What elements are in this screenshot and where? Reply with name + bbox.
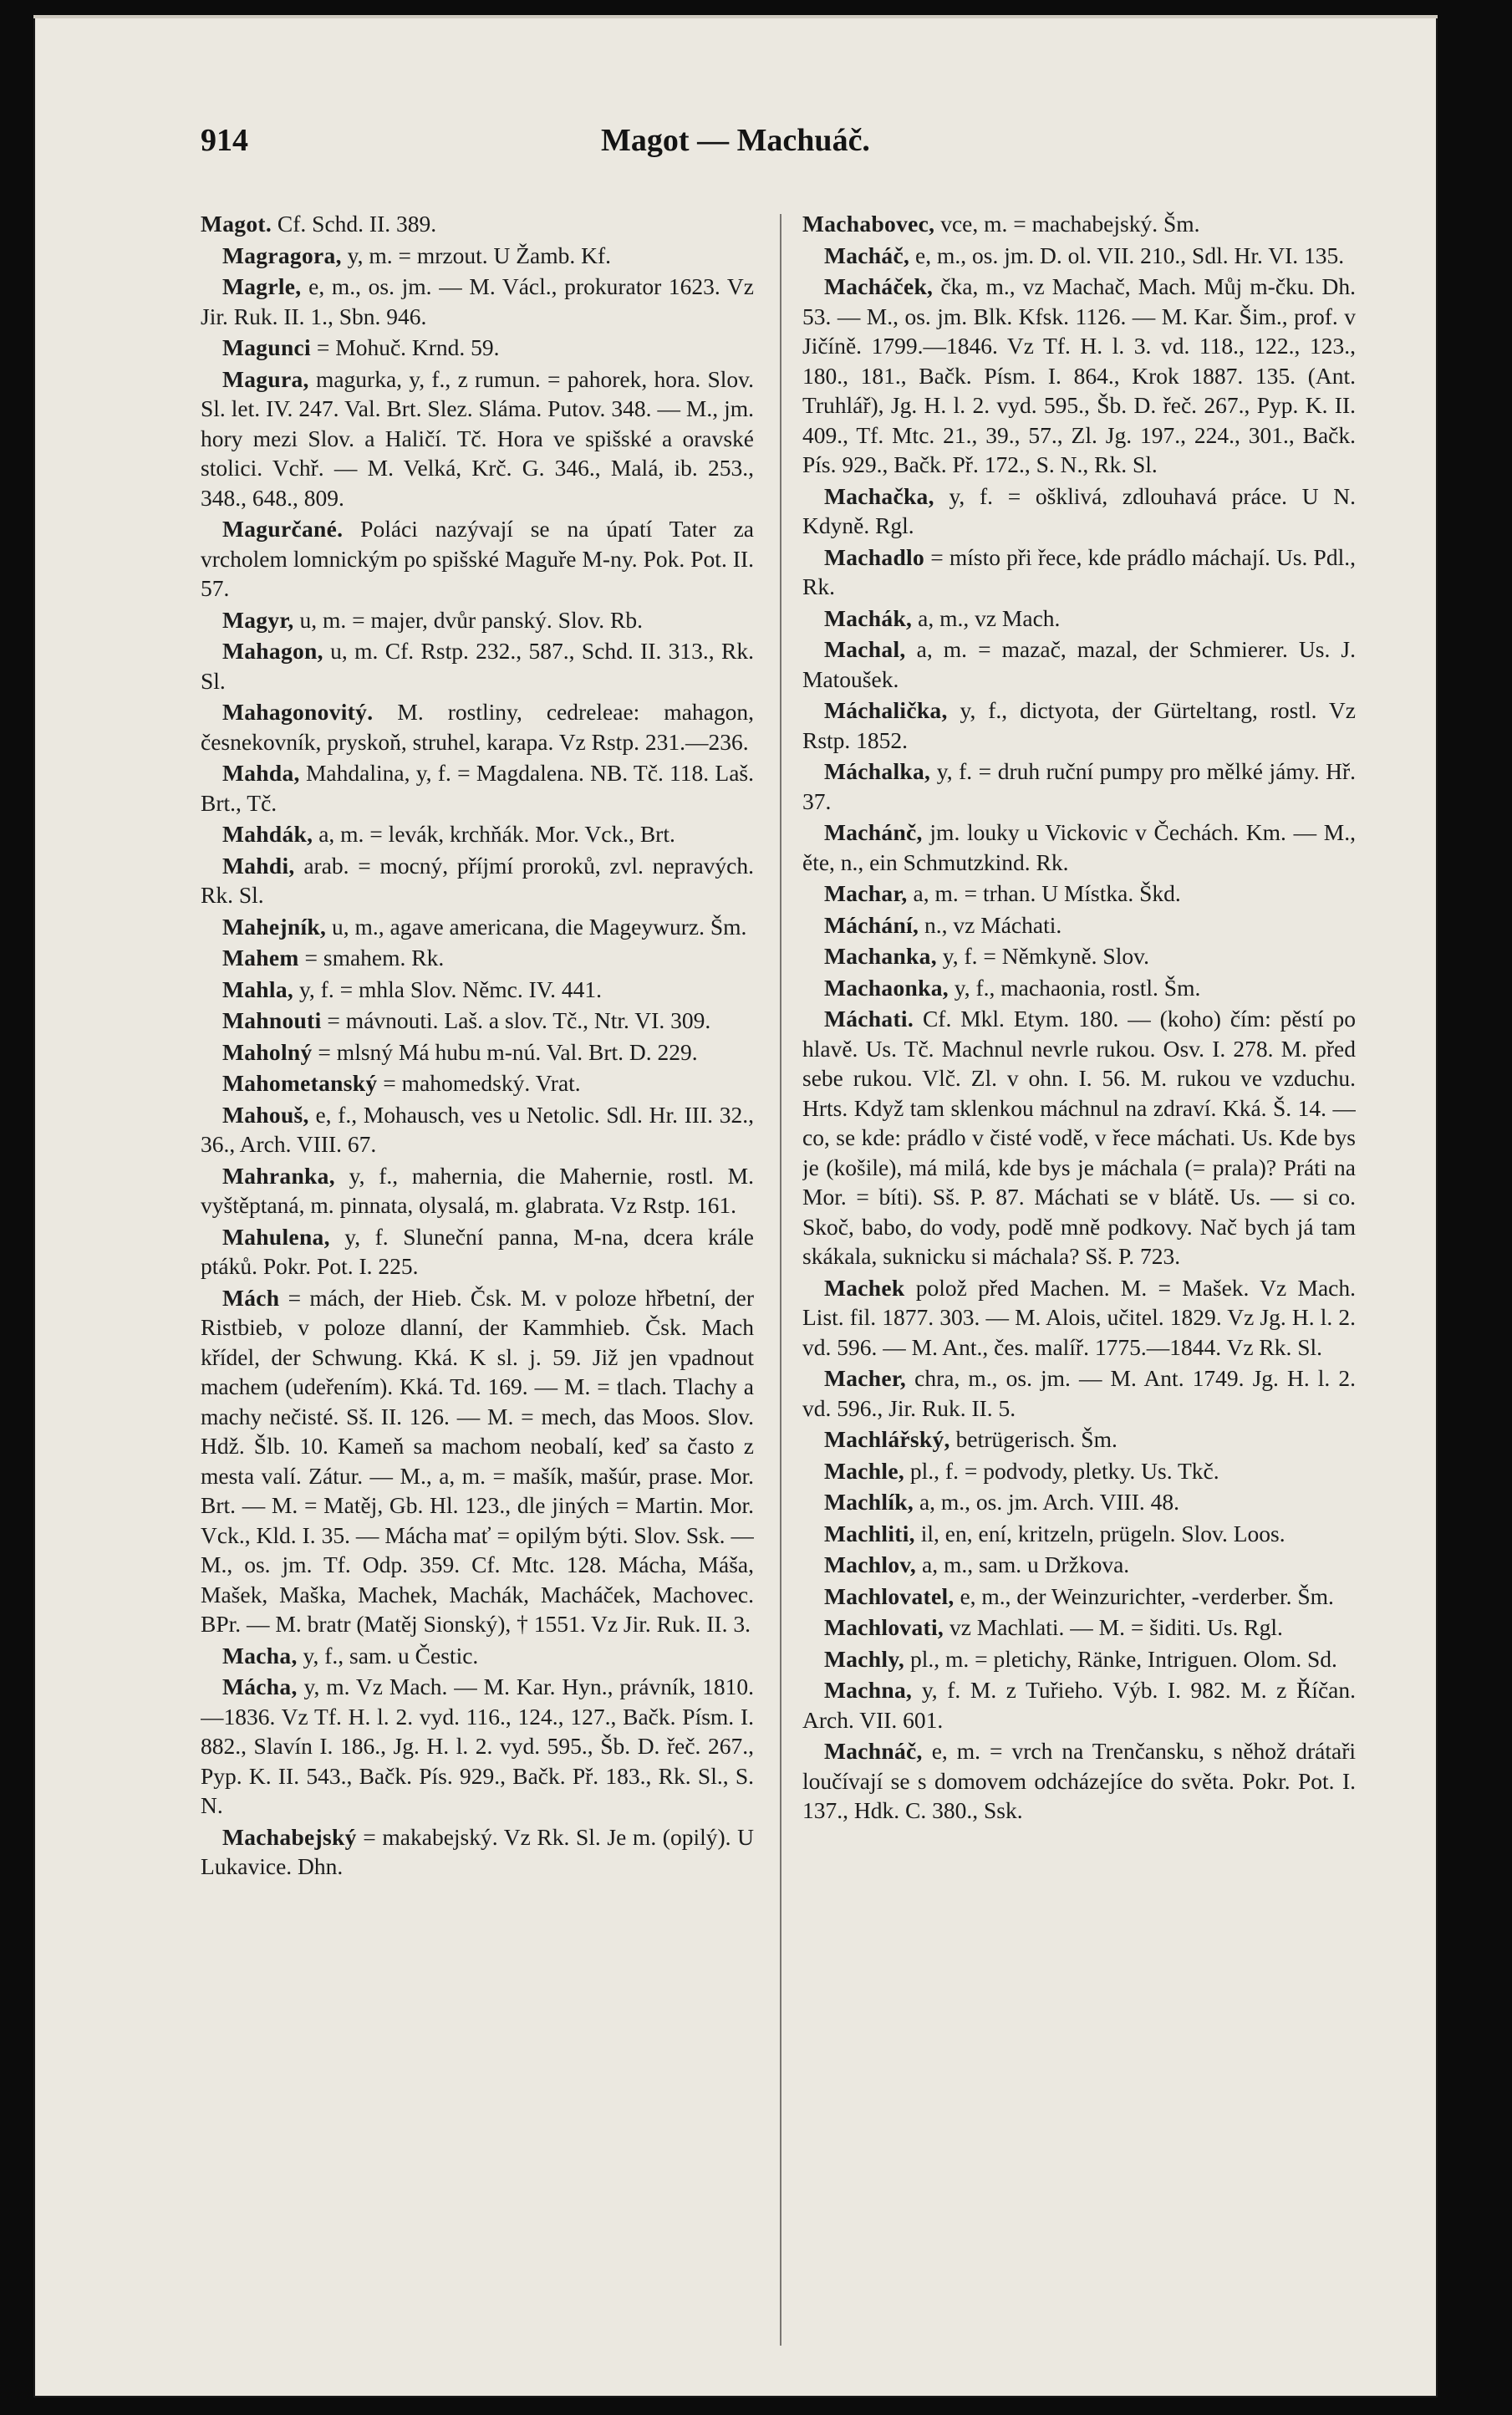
entry-headword: Mahdi, (222, 852, 295, 879)
dictionary-entry (802, 241, 1356, 271)
entry-headword: Machák, (824, 604, 913, 631)
entry-definition: arab. = mocný, příjmí proroků, zvl. nepravých. Rk. Sl. (201, 852, 754, 908)
entry-headword: Machabejský (222, 1823, 357, 1850)
dictionary-entry (201, 1006, 754, 1036)
dictionary-entry (201, 975, 754, 1005)
scan-edge (33, 15, 1438, 18)
two-column-body (201, 209, 1354, 2349)
dictionary-entry (802, 481, 1356, 541)
entry-definition: M. rostliny, cedreleae: mahagon, česnekovník, pryskoň, struhel, karapa. Vz Rstp. 231.—236. (201, 699, 754, 755)
dictionary-entry (802, 209, 1356, 239)
dictionary-entry (802, 1363, 1356, 1423)
entry-definition: = mávnouti. Laš. a slov. Tč., Ntr. VI. 309. (321, 1007, 711, 1033)
entry-headword: Mahem (222, 945, 299, 971)
entry-headword: Mahejník, (222, 913, 327, 940)
entry-headword: Machlov, (824, 1551, 917, 1577)
dictionary-entry (201, 819, 754, 849)
entry-definition: a, m., vz Mach. (912, 604, 1061, 631)
entry-definition: = mahomedský. Vrat. (377, 1070, 581, 1096)
entry-definition: pl., f. = podvody, pletky. Us. Tkč. (904, 1457, 1219, 1484)
entry-definition: jm. louky u Vickovic v Čechách. Km. — M., ěte, n., ein Schmutzkind. Rk. (802, 819, 1356, 875)
entry-headword: Machna, (824, 1677, 913, 1703)
entry-definition: = místo při řece, kde prádlo máchají. Us. Pdl., Rk. (802, 543, 1356, 599)
dictionary-entry (802, 1582, 1356, 1612)
entry-headword: Machanka, (824, 943, 937, 969)
entry-definition: y, m. = mrzout. U Žamb. Kf. (341, 242, 612, 268)
dictionary-entry (802, 1004, 1356, 1271)
entry-definition: vce, m. = machabejský. Šm. (934, 211, 1200, 237)
dictionary-entry (201, 209, 754, 239)
dictionary-entry (802, 634, 1356, 694)
dictionary-entry (201, 636, 754, 695)
entry-headword: Mahometanský (222, 1070, 378, 1096)
page-header (201, 122, 1270, 172)
entry-definition: pl., m. = pletichy, Ränke, Intriguen. Olom. Sd. (904, 1645, 1337, 1672)
entry-definition: vz Machlati. — M. = šiditi. Us. Rgl. (944, 1614, 1283, 1640)
entry-headword: Machlářský, (824, 1426, 950, 1452)
entry-headword: Machle, (824, 1457, 905, 1484)
entry-headword: Mahdák, (222, 821, 313, 847)
entry-headword: Machabovec, (802, 211, 935, 237)
entry-definition: a, m. = levák, krchňák. Mor. Vck., Brt. (313, 821, 675, 847)
entry-headword: Macháč, (824, 242, 910, 268)
dictionary-entry (802, 1519, 1356, 1549)
dictionary-entry (802, 941, 1356, 971)
entry-definition: il, en, ení, kritzeln, prügeln. Slov. Loos. (914, 1520, 1285, 1546)
entry-headword: Magyr, (222, 606, 294, 633)
dictionary-entry (201, 758, 754, 818)
entry-headword: Mahnouti (222, 1007, 322, 1033)
entry-definition: y, f., dictyota, der Gürteltang, rostl. Vz Rstp. 1852. (802, 697, 1356, 753)
dictionary-page (33, 15, 1438, 2397)
dictionary-entry (201, 1161, 754, 1220)
entry-definition: a, m., os. jm. Arch. VIII. 48. (914, 1489, 1180, 1515)
page-number: 914 (201, 123, 248, 158)
entry-definition: a, m., sam. u Držkova. (916, 1551, 1130, 1577)
entry-definition: u, m. = majer, dvůr panský. Slov. Rb. (293, 606, 644, 633)
entry-definition: chra, m., os. jm. — M. Ant. 1749. Jg. H. l. 2. vd. 596., Jir. Ruk. II. 5. (802, 1365, 1356, 1421)
dictionary-entry (802, 1613, 1356, 1643)
entry-definition: polož před Machen. M. = Mašek. Vz Mach. List. fil. 1877. 303. — M. Alois, učitel. 1829. Vz Jg. H. l. 2. vd. 596. — M. Ant., čes. malíř. 1775.—1844. Vz Rk. Sl. (802, 1274, 1356, 1360)
dictionary-entry (802, 973, 1356, 1003)
entry-definition: Poláci nazývají se na úpatí Tater za vrcholem lomnickým po spišské Maguře M-ny. Pok. Pot. II. 57. (201, 516, 754, 601)
entry-headword: Machaonka, (824, 974, 949, 1001)
entry-headword: Mahulena, (222, 1223, 330, 1250)
entry-headword: Machadlo (824, 543, 925, 570)
entry-definition: y, f. = druh ruční pumpy pro mělké jámy. Hř. 37. (802, 758, 1356, 814)
entry-headword: Machliti, (824, 1520, 915, 1546)
entry-headword: Machnáč, (824, 1738, 923, 1764)
entry-headword: Machlovatel, (824, 1582, 955, 1609)
entry-headword: Machly, (824, 1645, 905, 1672)
dictionary-entry (802, 879, 1356, 909)
dictionary-entry (802, 1550, 1356, 1580)
entry-definition: y, f. M. z Tuřieho. Výb. I. 982. M. z Říčan. Arch. VII. 601. (802, 1677, 1356, 1733)
entry-definition: u, m. Cf. Rstp. 232., 587., Schd. II. 313., Rk. Sl. (201, 638, 754, 694)
dictionary-entry (201, 1037, 754, 1067)
entry-definition: magurka, y, f., z rumun. = pahorek, hora. Slov. Sl. let. IV. 247. Val. Brt. Slez. Sláma. Putov. 348. — M., jm. hory mezi Slov. a Haličí. Tč. Hora ve spišské a oravské stolici. Vchř. — M. Velká, Krč. G. 346., Malá, ib. 253., 348., 648., 809. (201, 365, 754, 511)
entry-headword: Máchati. (824, 1006, 914, 1032)
dictionary-entry (802, 1675, 1356, 1735)
entry-definition: Mahdalina, y, f. = Magdalena. NB. Tč. 118. Laš. Brt., Tč. (201, 760, 754, 816)
entry-headword: Magunci (222, 334, 311, 360)
entry-definition: y, m. Vz Mach. — M. Kar. Hyn., právník, 1810.—1836. Vz Tf. H. l. 2. vyd. 116., 124., 127., Bačk. Písm. I. 882., Slavín I. 186., Jg. H. l. 2. vyd. 595., Šb. D. řeč. 267., Pyp. K. II. 543., Bačk. Pís. 929., Bačk. Př. 183., Rk. Sl., S. N. (201, 1674, 754, 1818)
dictionary-entry (201, 1068, 754, 1098)
entry-definition: y, f., machaonia, rostl. Šm. (948, 974, 1201, 1001)
entry-definition: = smahem. Rk. (298, 945, 445, 971)
entry-headword: Mahla, (222, 976, 294, 1002)
entry-definition: y, f. = Němkyně. Slov. (936, 943, 1149, 969)
entry-definition: Cf. Schd. II. 389. (272, 211, 437, 237)
entry-headword: Magura, (222, 365, 309, 392)
entry-headword: Mahagon, (222, 638, 323, 664)
entry-headword: Mahranka, (222, 1162, 335, 1189)
dictionary-entry (802, 1487, 1356, 1517)
dictionary-entry (201, 943, 754, 973)
dictionary-entry (201, 697, 754, 757)
dictionary-entry (201, 514, 754, 604)
entry-definition: = Mohuč. Krnd. 59. (311, 334, 500, 360)
entry-definition: = mlsný Má hubu m-nú. Val. Brt. D. 229. (312, 1038, 698, 1065)
dictionary-entry (201, 272, 754, 331)
dictionary-entry (802, 910, 1356, 940)
dictionary-entry (802, 757, 1356, 816)
entry-definition: n., vz Máchati. (919, 911, 1062, 938)
entry-headword: Macha, (222, 1642, 298, 1669)
dictionary-entry (802, 272, 1356, 480)
entry-definition: u, m., agave americana, die Mageywurz. Šm. (326, 913, 747, 940)
dictionary-entry (201, 1672, 754, 1821)
entry-definition: a, m. = mazač, mazal, der Schmierer. Us. J. Matoušek. (802, 636, 1356, 692)
entry-definition: e, f., Mohausch, ves u Netolic. Sdl. Hr. III. 32., 36., Arch. VIII. 67. (201, 1101, 754, 1157)
entry-definition: e, m. = vrch na Trenčansku, s něhož drátaři loučívají se s domovem odcházejíce do světa. Pokr. Pot. I. 137., Hdk. C. 380., Ssk. (802, 1738, 1356, 1823)
right-column (802, 209, 1356, 2349)
entry-definition: Cf. Mkl. Etym. 180. — (koho) čím: pěstí po hlavě. Us. Tč. Machnul nevrle rukou. Osv. I. 278. M. před sebe rukou. Vlč. Zl. v ohn. I. 56. M. rukou ve vzduchu. Hrts. Když tam sklenkou máchnul na zdraví. Kká. Š. 14. — co, se kde: prádlo v čisté vodě, v řece máchati. Us. Kde bys je (košile), má milá, kde bys je máchala (= prala)? Práti na Mor. = bíti). Sš. P. 87. Máchati se v blátě. Us. — si co. Skoč, babo, do vody, podě mně podkovy. Nač bych já tam skákala, suknicku si máchala? Sš. P. 723. (802, 1006, 1356, 1269)
entry-headword: Macher, (824, 1365, 907, 1391)
dictionary-entry (201, 912, 754, 942)
entry-definition: y, f. Sluneční panna, M-na, dcera krále ptáků. Pokr. Pot. I. 225. (201, 1223, 754, 1279)
entry-headword: Mahouš, (222, 1101, 309, 1128)
entry-definition: e, m., der Weinzurichter, -verderber. Šm. (954, 1582, 1334, 1609)
entry-headword: Machal, (824, 636, 906, 662)
entry-headword: Magot. (201, 211, 272, 237)
dictionary-entry (802, 1736, 1356, 1826)
entry-headword: Machlík, (824, 1489, 914, 1515)
entry-definition: = mách, der Hieb. Čsk. M. v poloze hřbetní, der Ristbieb, v poloze dlanní, der Kammhieb. Čsk. Mach křídel, der Schwung. Kká. K sl. j. 59. Již jen vpadnout machem (udeřením). Kká. Td. 169. — M. = tlach. Tlachy a machy nečisté. Sš. II. 126. — M. = mech, das Moos. Slov. Hdž. Šlb. 10. Kameň sa machom neobalí, keď sa často z mesta valí. Zátur. — M., a, m. = mašík, mašúr, prase. Mor. Brt. — M. = Matěj, Gb. Hl. 123., dle jiných = Martin. Mor. Vck., Kld. I. 35. — Mácha mať = opilým býti. Slov. Ssk. — M., os. jm. Tf. Odp. 359. Cf. Mtc. 128. Mácha, Máša, Mašek, Maška, Machek, Machák, Macháček, Machovec. BPr. — M. bratr (Matěj Sionský), † 1551. Vz Jir. Ruk. II. 3. (201, 1284, 754, 1637)
dictionary-entry (201, 851, 754, 910)
entry-definition: čka, m., vz Machač, Mach. Můj m-čku. Dh. 53. — M., os. jm. Blk. Kfsk. 1126. — M. Kar. Šim., prof. v Jičíně. 1799.—1846. Vz Tf. H. l. 3. vd. 118., 122., 123., 180., 181., Bačk. Písm. I. 864., Krok 1887. 135. (Ant. Truhlář), Jg. H. l. 2. vyd. 595., Šb. D. řeč. 267., Pyp. K. II. 409., Tf. Mtc. 21., 39., 57., Zl. Jg. 197., 224., 301., Bačk. Pís. 929., Bačk. Př. 172., S. N., Rk. Sl. (802, 273, 1356, 477)
column-divider (780, 214, 781, 2346)
dictionary-entry (201, 1641, 754, 1671)
dictionary-entry (802, 818, 1356, 877)
entry-definition: y, f. = mhla Slov. Němc. IV. 441. (293, 976, 602, 1002)
entry-headword: Magrle, (222, 273, 302, 299)
entry-headword: Machačka, (824, 482, 934, 509)
entry-headword: Magragora, (222, 242, 342, 268)
entry-headword: Máchalka, (824, 758, 931, 784)
dictionary-entry (802, 1644, 1356, 1674)
entry-definition: e, m., os. jm. D. ol. VII. 210., Sdl. Hr. VI. 135. (909, 242, 1345, 268)
dictionary-entry (201, 1283, 754, 1639)
entry-headword: Maholný (222, 1038, 313, 1065)
entry-headword: Macháček, (824, 273, 934, 299)
entry-headword: Mách (222, 1284, 280, 1311)
entry-headword: Machek (824, 1274, 905, 1301)
dictionary-entry (201, 1822, 754, 1882)
dictionary-entry (201, 1100, 754, 1159)
entry-definition: a, m. = trhan. U Místka. Škd. (907, 880, 1181, 906)
dictionary-entry (802, 1424, 1356, 1455)
entry-definition: = makabejský. Vz Rk. Sl. Je m. (opilý). U Lukavice. Dhn. (201, 1823, 754, 1879)
entry-headword: Mácha, (222, 1674, 298, 1699)
dictionary-entry (802, 1456, 1356, 1486)
entry-headword: Machlovati, (824, 1614, 944, 1640)
running-title: Magot — Machuáč. (601, 123, 870, 158)
entry-headword: Magurčané. (222, 516, 344, 542)
dictionary-entry (802, 543, 1356, 602)
entry-headword: Máchání, (824, 911, 919, 938)
dictionary-entry (201, 605, 754, 635)
entry-definition: betrügerisch. Šm. (949, 1426, 1117, 1452)
dictionary-entry (201, 333, 754, 363)
entry-headword: Machar, (824, 880, 908, 906)
entry-headword: Mahda, (222, 760, 300, 786)
entry-definition: y, f., sam. u Čestic. (297, 1642, 479, 1669)
entry-headword: Machánč, (824, 819, 923, 845)
entry-headword: Mahagonovitý. (222, 699, 374, 725)
dictionary-entry (201, 1222, 754, 1281)
left-column (201, 209, 754, 2349)
dictionary-entry (201, 364, 754, 513)
dictionary-entry (802, 695, 1356, 755)
entry-definition: y, f., mahernia, die Mahernie, rostl. M. vyštěptaná, m. pinnata, olysalá, m. glabrata. Vz Rstp. 161. (201, 1162, 754, 1218)
dictionary-entry (802, 604, 1356, 634)
entry-headword: Máchalička, (824, 697, 948, 723)
entry-definition: y, f. = ošklivá, zdlouhavá práce. U N. Kdyně. Rgl. (802, 482, 1356, 538)
dictionary-entry (201, 241, 754, 271)
dictionary-entry (802, 1273, 1356, 1363)
entry-definition: e, m., os. jm. — M. Václ., prokurator 1623. Vz Jir. Ruk. II. 1., Sbn. 946. (201, 273, 754, 329)
